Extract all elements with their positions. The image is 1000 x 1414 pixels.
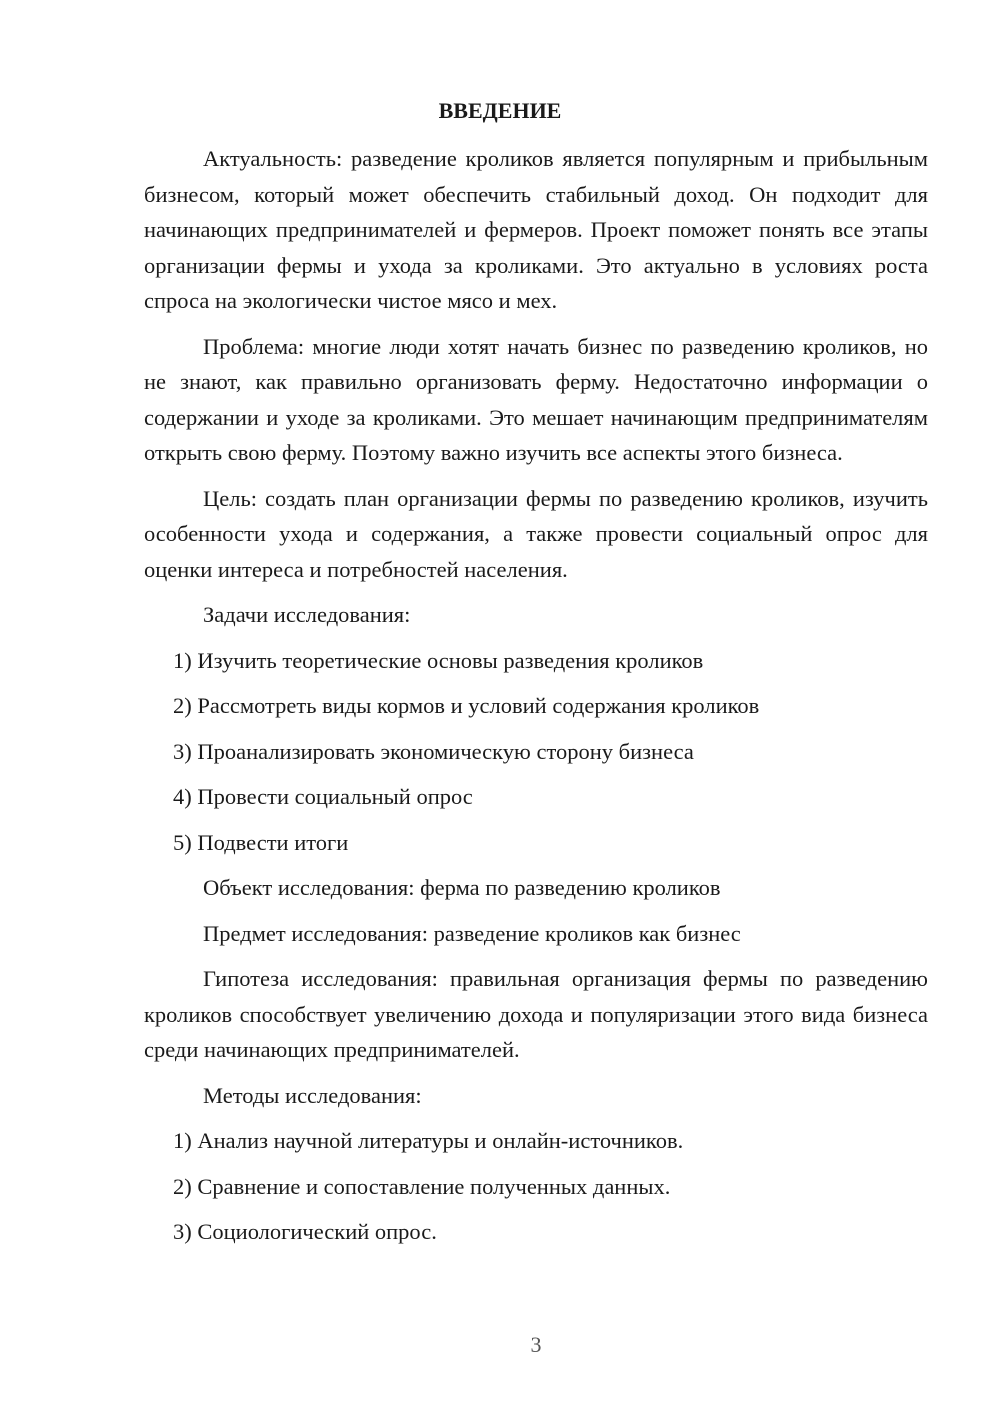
research-object: Объект исследования: ферма по разведению кроликов [203, 875, 721, 900]
list-item: 1) Изучить теоретические основы разведения кроликов [173, 647, 704, 673]
list-item: 2) Рассмотреть виды кормов и условий содержания кроликов [173, 693, 760, 718]
list-item: 5) Подвести итоги [173, 829, 349, 855]
goal-paragraph: Цель: создать план организации фермы по разведению кроликов, изучить особенности ухода и содержания, а также провести социальный опрос для оценки интереса и потребностей населения. [144, 485, 928, 582]
research-subject: Предмет исследования: разведение кроликов как бизнес [203, 920, 741, 946]
page-title: ВВЕДЕНИЕ [438, 98, 562, 123]
problem-paragraph: Проблема: многие люди хотят начать бизнес по разведению кроликов, но не знают, как правильно организовать ферму. Недостаточно информации о содержании и уходе за кроликами. Это мешает начинающим предпринимателям открыть свою ферму. Поэтому важно изучить все аспекты этого бизнеса. [144, 333, 928, 465]
relevance-paragraph: Актуальность: разведение кроликов является популярным и прибыльным бизнесом, который может обеспечить стабильный доход. Он подходит для начинающих предпринимателей и фермеров. Проект поможет понять все этапы организации фермы и ухода за кроликами. Это актуально в условиях роста спроса на экологически чистое мясо и мех. [144, 146, 928, 313]
tasks-heading: Задачи исследования: [203, 602, 411, 627]
methods-heading: Методы исследования: [203, 1082, 422, 1108]
page-number: 3 [530, 1332, 542, 1357]
list-item: 3) Проанализировать экономическую сторону бизнеса [173, 738, 694, 764]
list-item: 1) Анализ научной литературы и онлайн-источников. [173, 1128, 684, 1153]
list-item: 4) Провести социальный опрос [173, 784, 473, 809]
list-item: 3) Социологический опрос. [173, 1219, 437, 1244]
tasks-list [144, 643, 928, 861]
document-body [144, 141, 928, 1260]
hypothesis-paragraph: Гипотеза исследования: правильная организация фермы по разведению кроликов способствует увеличению дохода и популяризации этого вида бизнеса среди начинающих предпринимателей. [144, 966, 928, 1062]
list-item: 2) Сравнение и сопоставление полученных данных. [173, 1173, 671, 1199]
methods-list [144, 1123, 928, 1250]
